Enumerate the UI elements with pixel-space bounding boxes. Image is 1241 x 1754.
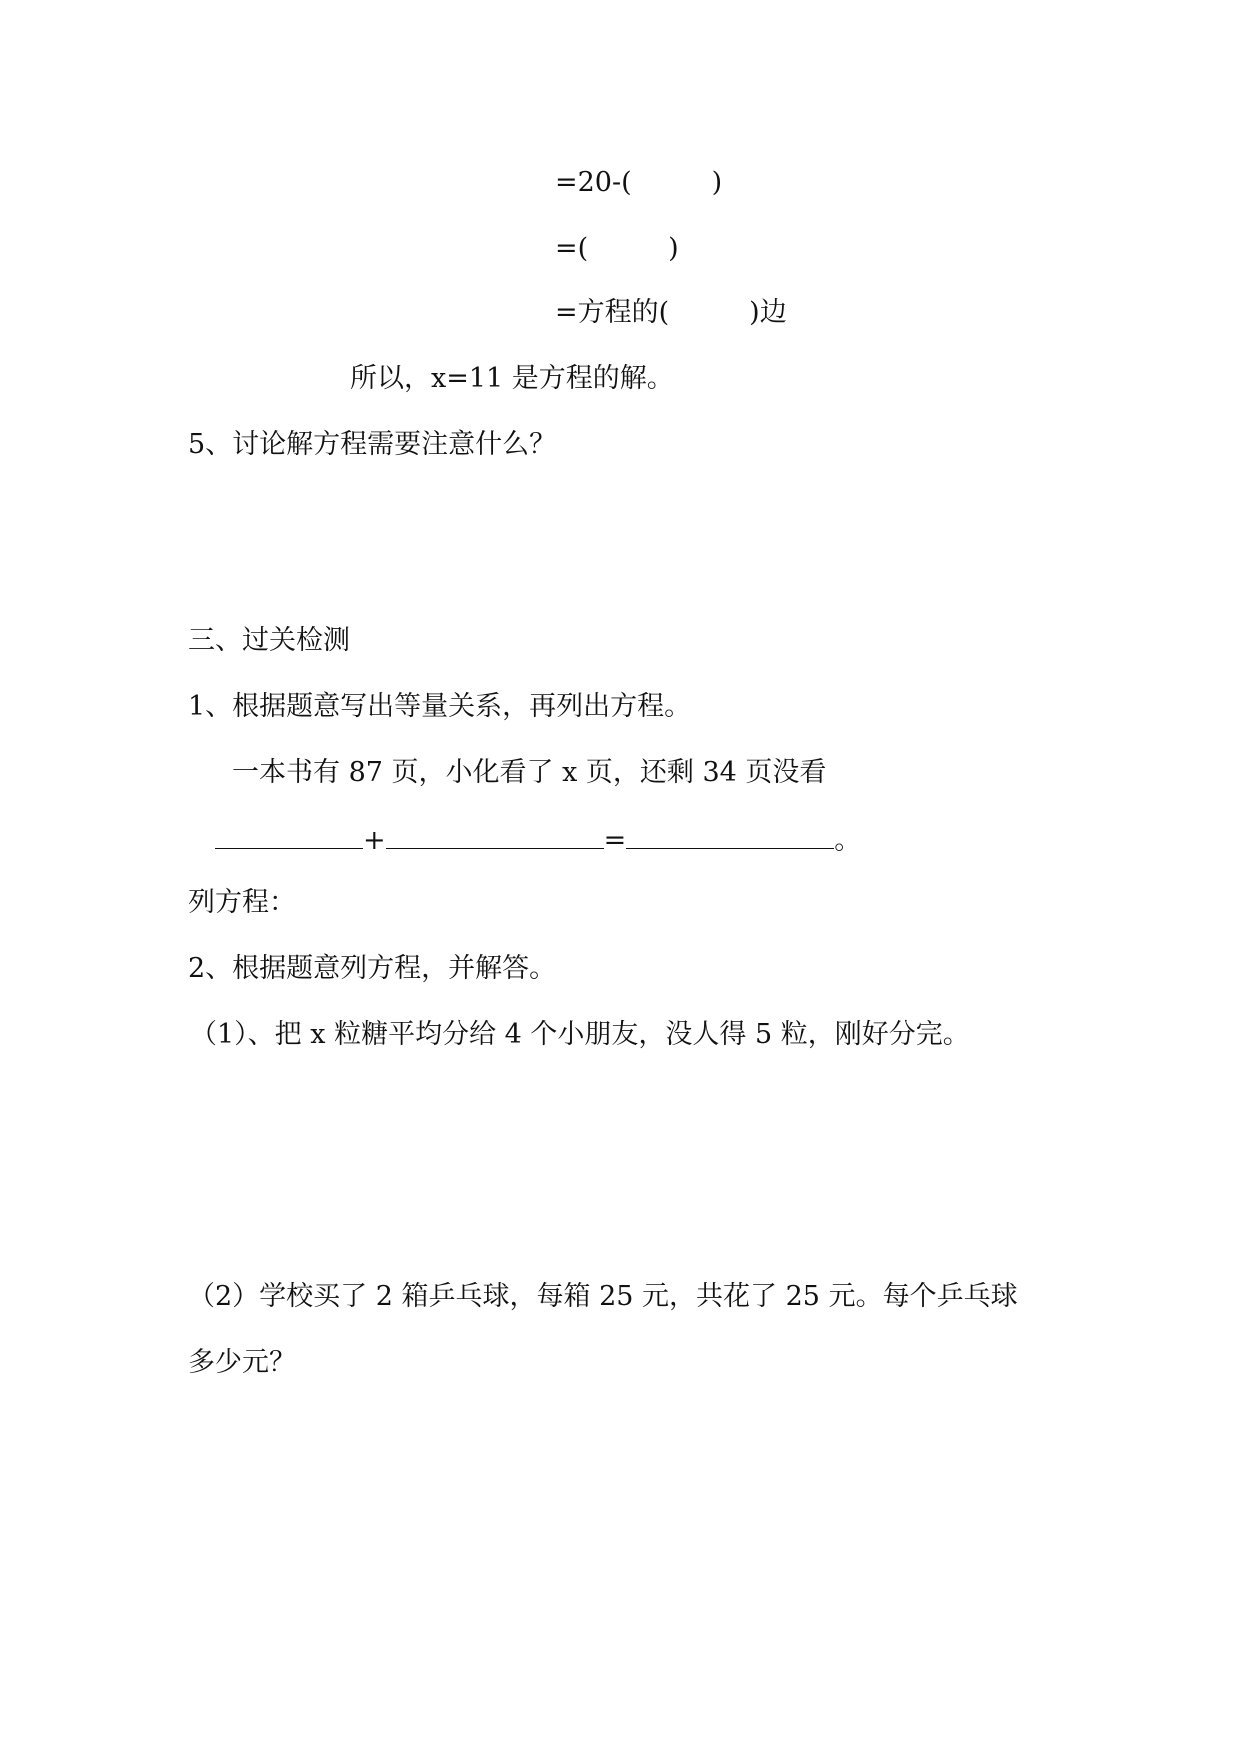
relation-blank-1[interactable] [215,822,363,849]
step-line-2 [555,232,679,266]
step-1-prefix: =20-( [555,167,632,198]
period: 。 [834,825,862,856]
plus-sign: + [363,825,386,856]
step-line-1 [555,166,722,200]
equation-label: 列方程： [188,887,296,918]
question-1-text: 一本书有 87 页，小化看了 x 页，还剩 34 页没看 [232,757,827,788]
question-5: 5、讨论解方程需要注意什么？ [188,429,557,460]
equation-relation-line [215,822,861,858]
question-2-2-line-2: 多少元？ [188,1347,296,1378]
step-1-suffix: ) [711,167,723,198]
relation-blank-2[interactable] [386,822,604,849]
step-line-3 [555,296,787,330]
question-2-2-line-1: （2）学校买了 2 箱乒乓球，每箱 25 元，共花了 25 元。每个乒乓球 [188,1281,1018,1312]
step-2-suffix: ) [668,233,679,264]
relation-blank-3[interactable] [626,822,834,849]
conclusion: 所以，x=11 是方程的解。 [350,363,674,394]
question-2-title: 2、根据题意列方程，并解答。 [188,953,557,984]
section-3-heading: 三、过关检测 [188,625,350,656]
step-3-suffix: )边 [749,297,787,328]
step-3-prefix: =方程的( [555,297,670,328]
question-2-1: （1）、把 x 粒糖平均分给 4 个小朋友，没人得 5 粒，刚好分完。 [190,1019,970,1050]
step-2-prefix: =( [555,233,589,264]
equals-sign: = [603,825,627,856]
question-1-title: 1、根据题意写出等量关系，再列出方程。 [188,691,692,722]
